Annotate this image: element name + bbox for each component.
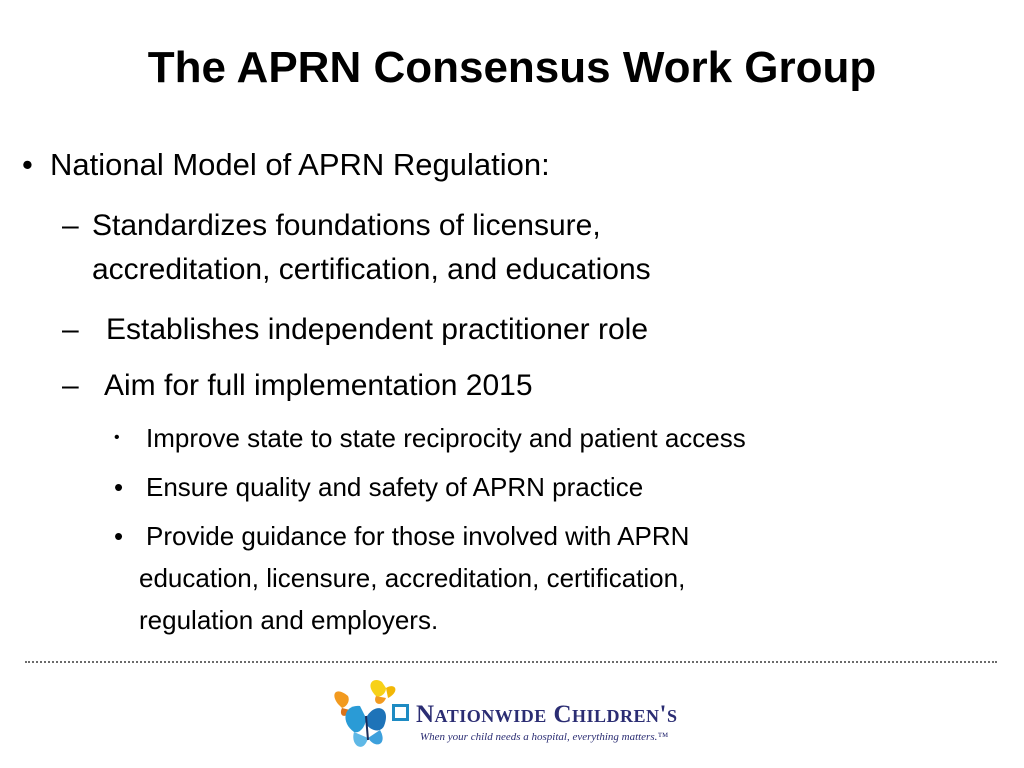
sub-sub-bullet-guidance-line1: Provide guidance for those involved with APRN [146, 521, 690, 551]
brand-wordmark: Nationwide Children's [416, 701, 678, 728]
dash-marker: – [62, 209, 79, 242]
bullet-national-model: National Model of APRN Regulation: [50, 147, 550, 182]
nationwide-childrens-logo [330, 676, 700, 758]
sub-bullet-standardizes-line2: accreditation, certification, and educations [92, 253, 651, 286]
bullet-marker: • [22, 147, 33, 182]
brand-tagline: When your child needs a hospital, everything matters.™ [420, 731, 669, 743]
sub-bullet-establishes: Establishes independent practitioner role [106, 313, 649, 346]
dash-marker: – [62, 369, 79, 402]
sub-bullet-standardizes-line1: Standardizes foundations of licensure, [92, 209, 601, 242]
small-bullet-marker: • [114, 521, 124, 551]
dash-marker: – [62, 313, 79, 346]
sub-sub-bullet-guidance-line2: education, licensure, accreditation, certification, [139, 563, 686, 593]
small-bullet-marker: • [114, 472, 124, 502]
brand-square-icon [392, 704, 409, 721]
sub-sub-bullet-reciprocity: Improve state to state reciprocity and patient access [146, 423, 746, 453]
footer-divider [25, 661, 997, 663]
slide-title: The APRN Consensus Work Group [147, 43, 877, 92]
sub-bullet-aim: Aim for full implementation 2015 [104, 369, 533, 402]
sub-sub-bullet-guidance-line3: regulation and employers. [139, 605, 439, 635]
sub-sub-bullet-quality: Ensure quality and safety of APRN practice [146, 472, 644, 502]
small-bullet-marker: • [114, 429, 120, 446]
